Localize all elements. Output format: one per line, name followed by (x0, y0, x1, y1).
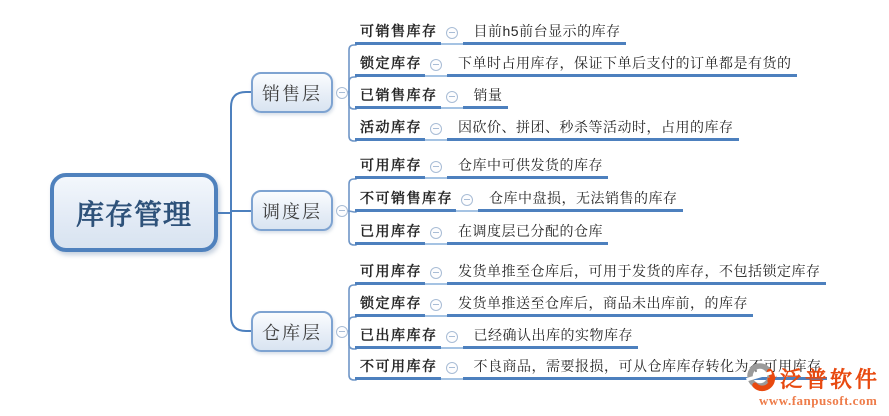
root-node[interactable] (50, 173, 218, 252)
leaf-node (355, 327, 638, 349)
collapse-toggle-icon[interactable] (425, 227, 447, 245)
leaf-node (355, 263, 826, 285)
collapse-toggle-icon[interactable] (425, 123, 447, 141)
leaf-node (355, 87, 508, 109)
branch-node-dispatch[interactable] (251, 190, 333, 231)
collapse-toggle-icon[interactable] (425, 161, 447, 179)
collapse-toggle-icon[interactable] (336, 87, 348, 99)
leaf-label[interactable]: 已出库库存 (355, 328, 441, 349)
leaf-label[interactable]: 锁定库存 (355, 56, 425, 77)
collapse-toggle-icon[interactable] (456, 194, 478, 212)
leaf-label[interactable]: 已销售库存 (355, 88, 441, 109)
leaf-node (355, 119, 739, 141)
leaf-node (355, 190, 683, 212)
leaf-desc[interactable]: 在调度层已分配的仓库 (447, 224, 608, 245)
leaf-desc[interactable]: 仓库中盘损，无法销售的库存 (478, 191, 683, 212)
collapse-toggle-icon[interactable] (441, 331, 463, 349)
collapse-toggle-icon[interactable] (336, 326, 348, 338)
collapse-toggle-icon[interactable] (425, 267, 447, 285)
leaf-label[interactable]: 可用库存 (355, 264, 425, 285)
leaf-node (355, 223, 608, 245)
fanpu-logo (744, 360, 889, 414)
branch-label: 调度层 (262, 201, 322, 222)
collapse-toggle-icon[interactable] (441, 27, 463, 45)
leaf-desc[interactable]: 目前h5前台显示的库存 (463, 24, 626, 45)
collapse-toggle-icon[interactable] (441, 91, 463, 109)
branch-node-warehouse[interactable] (251, 311, 333, 352)
leaf-desc[interactable]: 销量 (463, 88, 508, 109)
collapse-toggle-icon[interactable] (425, 59, 447, 77)
leaf-label[interactable]: 已用库存 (355, 224, 425, 245)
root-label: 库存管理 (75, 198, 192, 230)
leaf-node (355, 23, 626, 45)
branch-label: 仓库层 (262, 322, 322, 343)
leaf-label[interactable]: 锁定库存 (355, 296, 425, 317)
leaf-node (355, 157, 608, 179)
leaf-label[interactable]: 不可用库存 (355, 359, 441, 380)
fanpu-logo-url: www.fanpusoft.com (759, 393, 878, 408)
leaf-label[interactable]: 可销售库存 (355, 24, 441, 45)
fanpu-logo-name: 泛普软件 (780, 367, 881, 392)
fanpu-logo-icon (744, 361, 778, 392)
leaf-label[interactable]: 活动库存 (355, 120, 425, 141)
collapse-toggle-icon[interactable] (425, 299, 447, 317)
leaf-desc[interactable]: 发货单推送至仓库后，商品未出库前，的库存 (447, 296, 753, 317)
leaf-desc[interactable]: 已经确认出库的实物库存 (463, 328, 639, 349)
leaf-desc[interactable]: 因砍价、拼团、秒杀等活动时，占用的库存 (447, 120, 739, 141)
leaf-label[interactable]: 可用库存 (355, 158, 425, 179)
leaf-node (355, 295, 753, 317)
leaf-node (355, 55, 797, 77)
branch-node-sales[interactable] (251, 72, 333, 113)
leaf-desc[interactable]: 下单时占用库存，保证下单后支付的订单都是有货的 (447, 56, 797, 77)
leaf-desc[interactable]: 发货单推至仓库后，可用于发货的库存，不包括锁定库存 (447, 264, 826, 285)
leaf-desc[interactable]: 仓库中可供发货的库存 (447, 158, 608, 179)
leaf-label[interactable]: 不可销售库存 (355, 191, 456, 212)
collapse-toggle-icon[interactable] (441, 362, 463, 380)
branch-label: 销售层 (262, 83, 322, 104)
collapse-toggle-icon[interactable] (336, 205, 348, 217)
leaf-desc[interactable]: 不良商品，需要报损，可从仓库库存转化为不可用库存 (463, 359, 827, 380)
